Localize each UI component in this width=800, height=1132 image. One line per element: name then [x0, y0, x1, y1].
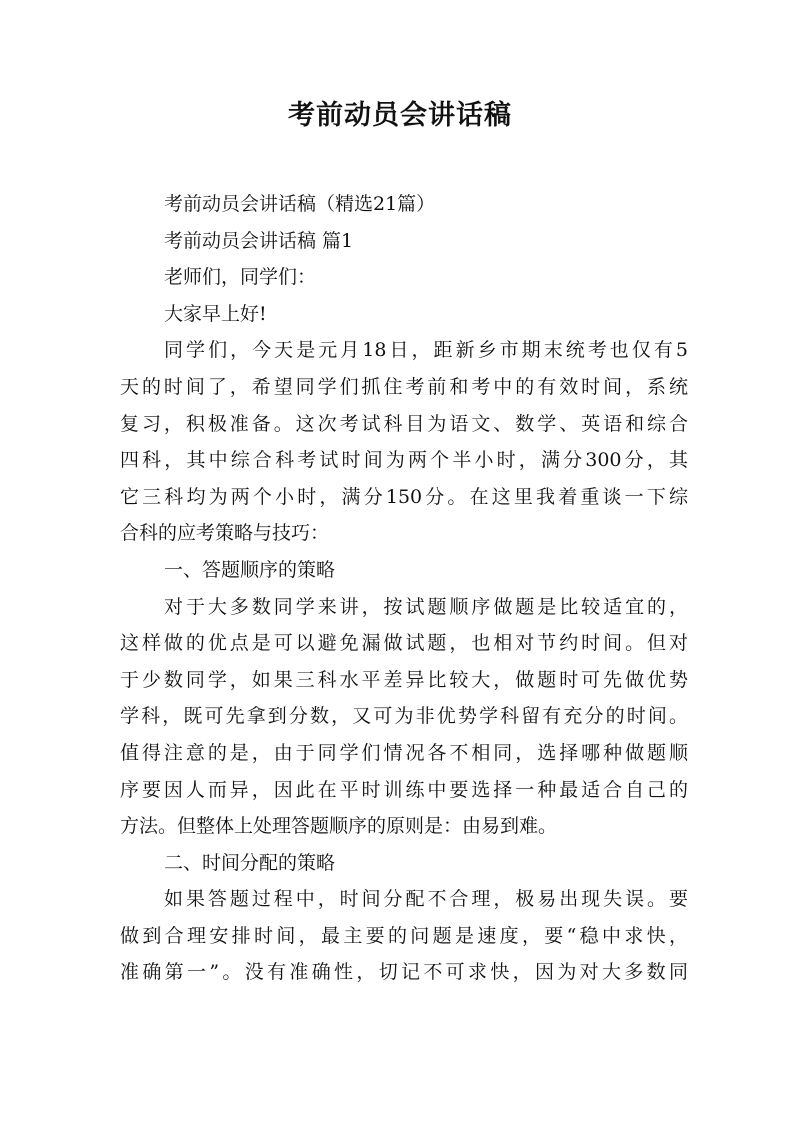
section-heading: 二、时间分配的策略 — [164, 851, 336, 874]
paragraph-line: 它三科均为两个小时，满分150分。在这里我着重谈一下综 — [120, 485, 688, 508]
paragraph-line: 四科，其中综合科考试时间为两个半小时，满分300分，其 — [120, 449, 688, 472]
paragraph-line: 值得注意的是，由于同学们情况各不相同，选择哪种做题顺 — [120, 741, 688, 764]
paragraph-line: 对于大多数同学来讲，按试题顺序做题是比较适宜的， — [164, 595, 688, 618]
document-body — [120, 186, 688, 991]
paragraph-line: 如果答题过程中，时间分配不合理，极易出现失误。要 — [164, 888, 688, 911]
paragraph-line: 复习，积极准备。这次考试科目为语文、数学、英语和综合 — [120, 412, 688, 435]
paragraph-line: 学科，既可先拿到分数，又可为非优势学科留有充分的时间。 — [120, 705, 688, 728]
paragraph-line: 于少数同学，如果三科水平差异比较大，做题时可先做优势 — [120, 668, 688, 691]
paragraph-line: 合科的应考策略与技巧： — [120, 522, 330, 545]
paragraph-line: 大家早上好! — [164, 302, 267, 325]
paragraph-line: 老师们，同学们： — [164, 266, 317, 289]
paragraph-line: 这样做的优点是可以避免漏做试题，也相对节约时间。但对 — [120, 632, 688, 655]
section-heading: 一、答题顺序的策略 — [164, 558, 336, 581]
paragraph-line: 准确第一”。没有准确性，切记不可求快，因为对大多数同 — [120, 961, 688, 984]
paragraph-line: 序要因人而异，因此在平时训练中要选择一种最适合自己的 — [120, 778, 688, 801]
paragraph-line: 同学们，今天是元月18日，距新乡市期末统考也仅有5 — [164, 339, 688, 362]
document-title: 考前动员会讲话稿 — [288, 100, 512, 131]
paragraph-line: 方法。但整体上处理答题顺序的原则是：由易到难。 — [120, 815, 558, 838]
paragraph-line: 考前动员会讲话稿 篇1 — [164, 229, 354, 252]
paragraph-line: 考前动员会讲话稿（精选21篇） — [164, 193, 436, 215]
paragraph-line: 天的时间了，希望同学们抓住考前和考中的有效时间，系统 — [120, 375, 688, 398]
paragraph-line: 做到合理安排时间，最主要的问题是速度，要“稳中求快， — [120, 924, 688, 947]
